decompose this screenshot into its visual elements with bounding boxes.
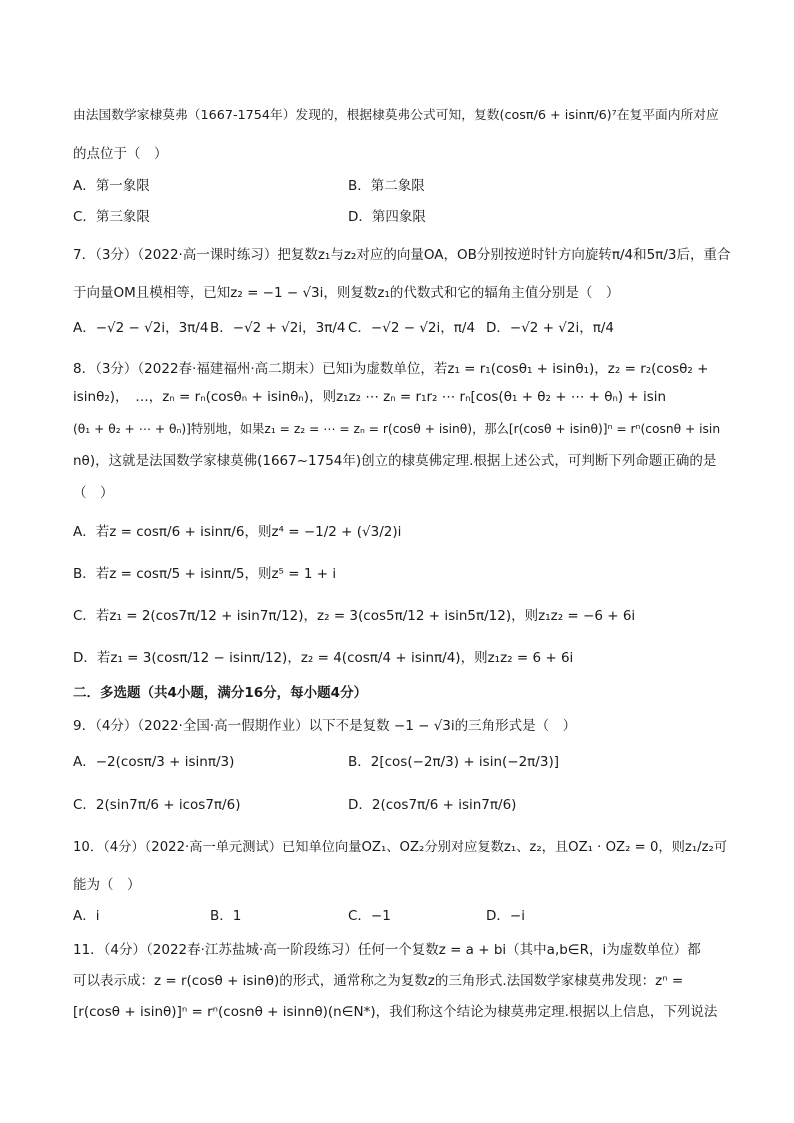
q10-option-c: C．−1: [348, 908, 391, 924]
q7-option-d: D．−√2 + √2i，π/4: [486, 320, 614, 336]
q10-option-a: A．i: [73, 908, 100, 924]
q7-text-line1: 7．（3分）（2022·高一课时练习）把复数z₁与z₂对应的向量OA，OB分别按逆时针方向旋转π/4和5π/3后，重合: [73, 247, 731, 263]
q6-text-line1: 由法国数学家棣莫弗（1667-1754年）发现的，根据棣莫弗公式可知，复数(cosπ/6 + isinπ/6)⁷在复平面内所对应: [73, 108, 719, 123]
q9-option-b: B．2[cos(−2π/3) + isin(−2π/3)]: [348, 754, 559, 770]
q11-text-line2: 可以表示成：z = r(cosθ + isinθ)的形式，通常称之为复数z的三角形式.法国数学家棣莫弗发现：zⁿ =: [73, 973, 684, 989]
q8-option-c: C．若z₁ = 2(cos7π/12 + isin7π/12)，z₂ = 3(cos5π/12 + isin5π/12)，则z₁z₂ = −6 + 6i: [73, 608, 636, 624]
q10-text-line1: 10．（4分）（2022·高一单元测试）已知单位向量OZ₁、OZ₂分别对应复数z₁、z₂，且OZ₁ · OZ₂ = 0，则z₁/z₂可: [73, 840, 728, 855]
q8-text-line3: (θ₁ + θ₂ + ⋯ + θₙ)]特别地，如果z₁ = z₂ = ⋯ = zₙ = r(cosθ + isinθ)，那么[r(cosθ + isinθ)]ⁿ = rⁿ(cosnθ + isin: [73, 422, 721, 436]
q10-text-line2: 能为（ ）: [73, 877, 141, 893]
q10-option-d: D．−i: [486, 908, 525, 924]
q6-option-c: C．第三象限: [73, 209, 150, 225]
q7-option-c: C．−√2 − √2i，π/4: [348, 320, 476, 336]
q8-text-line4: nθ)，这就是法国数学家棣莫佛(1667~1754年)创立的棣莫佛定理.根据上述公式，可判断下列命题正确的是: [73, 453, 717, 469]
q6-option-a: A．第一象限: [73, 178, 150, 194]
q8-text-line5: （ ）: [73, 485, 114, 501]
q6-text-line2: 的点位于（ ）: [73, 146, 168, 162]
q11-text-line3: [r(cosθ + isinθ)]ⁿ = rⁿ(cosnθ + isinnθ)(n∈N*)，我们称这个结论为棣莫弗定理.根据以上信息，下列说法: [73, 1004, 718, 1020]
q8-option-d: D．若z₁ = 3(cosπ/12 − isinπ/12)，z₂ = 4(cosπ/4 + isinπ/4)，则z₁z₂ = 6 + 6i: [73, 650, 574, 666]
q6-option-d: D．第四象限: [348, 209, 426, 225]
q10-option-b: B．1: [210, 908, 242, 924]
q11-text-line1: 11．（4分）（2022春·江苏盐城·高一阶段练习）任何一个复数z = a + bi（其中a,b∈R，i为虚数单位）都: [73, 942, 701, 958]
q7-option-b: B．−√2 + √2i，3π/4: [210, 320, 346, 336]
q8-option-b: B．若z = cosπ/5 + isinπ/5，则z⁵ = 1 + i: [73, 566, 337, 582]
q8-text-line1: 8．（3分）（2022春·福建福州·高二期末）已知i为虚数单位，若z₁ = r₁(cosθ₁ + isinθ₁)，z₂ = r₂(cosθ₂ +: [73, 361, 709, 377]
section-heading: 二．多选题（共4小题，满分16分，每小题4分）: [73, 685, 368, 701]
q7-text-line2: 于向量OM且模相等，已知z₂ = −1 − √3i，则复数z₁的代数式和它的辐角主值分别是（ ）: [73, 285, 620, 301]
q9-text-line1: 9．（4分）（2022·全国·高一假期作业）以下不是复数 −1 − √3i的三角形式是（ ）: [73, 718, 577, 734]
q9-option-a: A．−2(cosπ/3 + isinπ/3): [73, 754, 235, 770]
q7-option-a: A．−√2 − √2i，3π/4: [73, 320, 209, 336]
q9-option-c: C．2(sin7π/6 + icos7π/6): [73, 797, 241, 813]
q8-option-a: A．若z = cosπ/6 + isinπ/6，则z⁴ = −1/2 + (√3/2)i: [73, 524, 402, 540]
q8-text-line2: isinθ₂)， …，zₙ = rₙ(cosθₙ + isinθₙ)，则z₁z₂ ⋯ zₙ = r₁r₂ ⋯ rₙ[cos(θ₁ + θ₂ + ⋯ + θₙ) + isin: [73, 389, 667, 405]
q9-option-d: D．2(cos7π/6 + isin7π/6): [348, 797, 517, 813]
q6-option-b: B．第二象限: [348, 178, 425, 194]
